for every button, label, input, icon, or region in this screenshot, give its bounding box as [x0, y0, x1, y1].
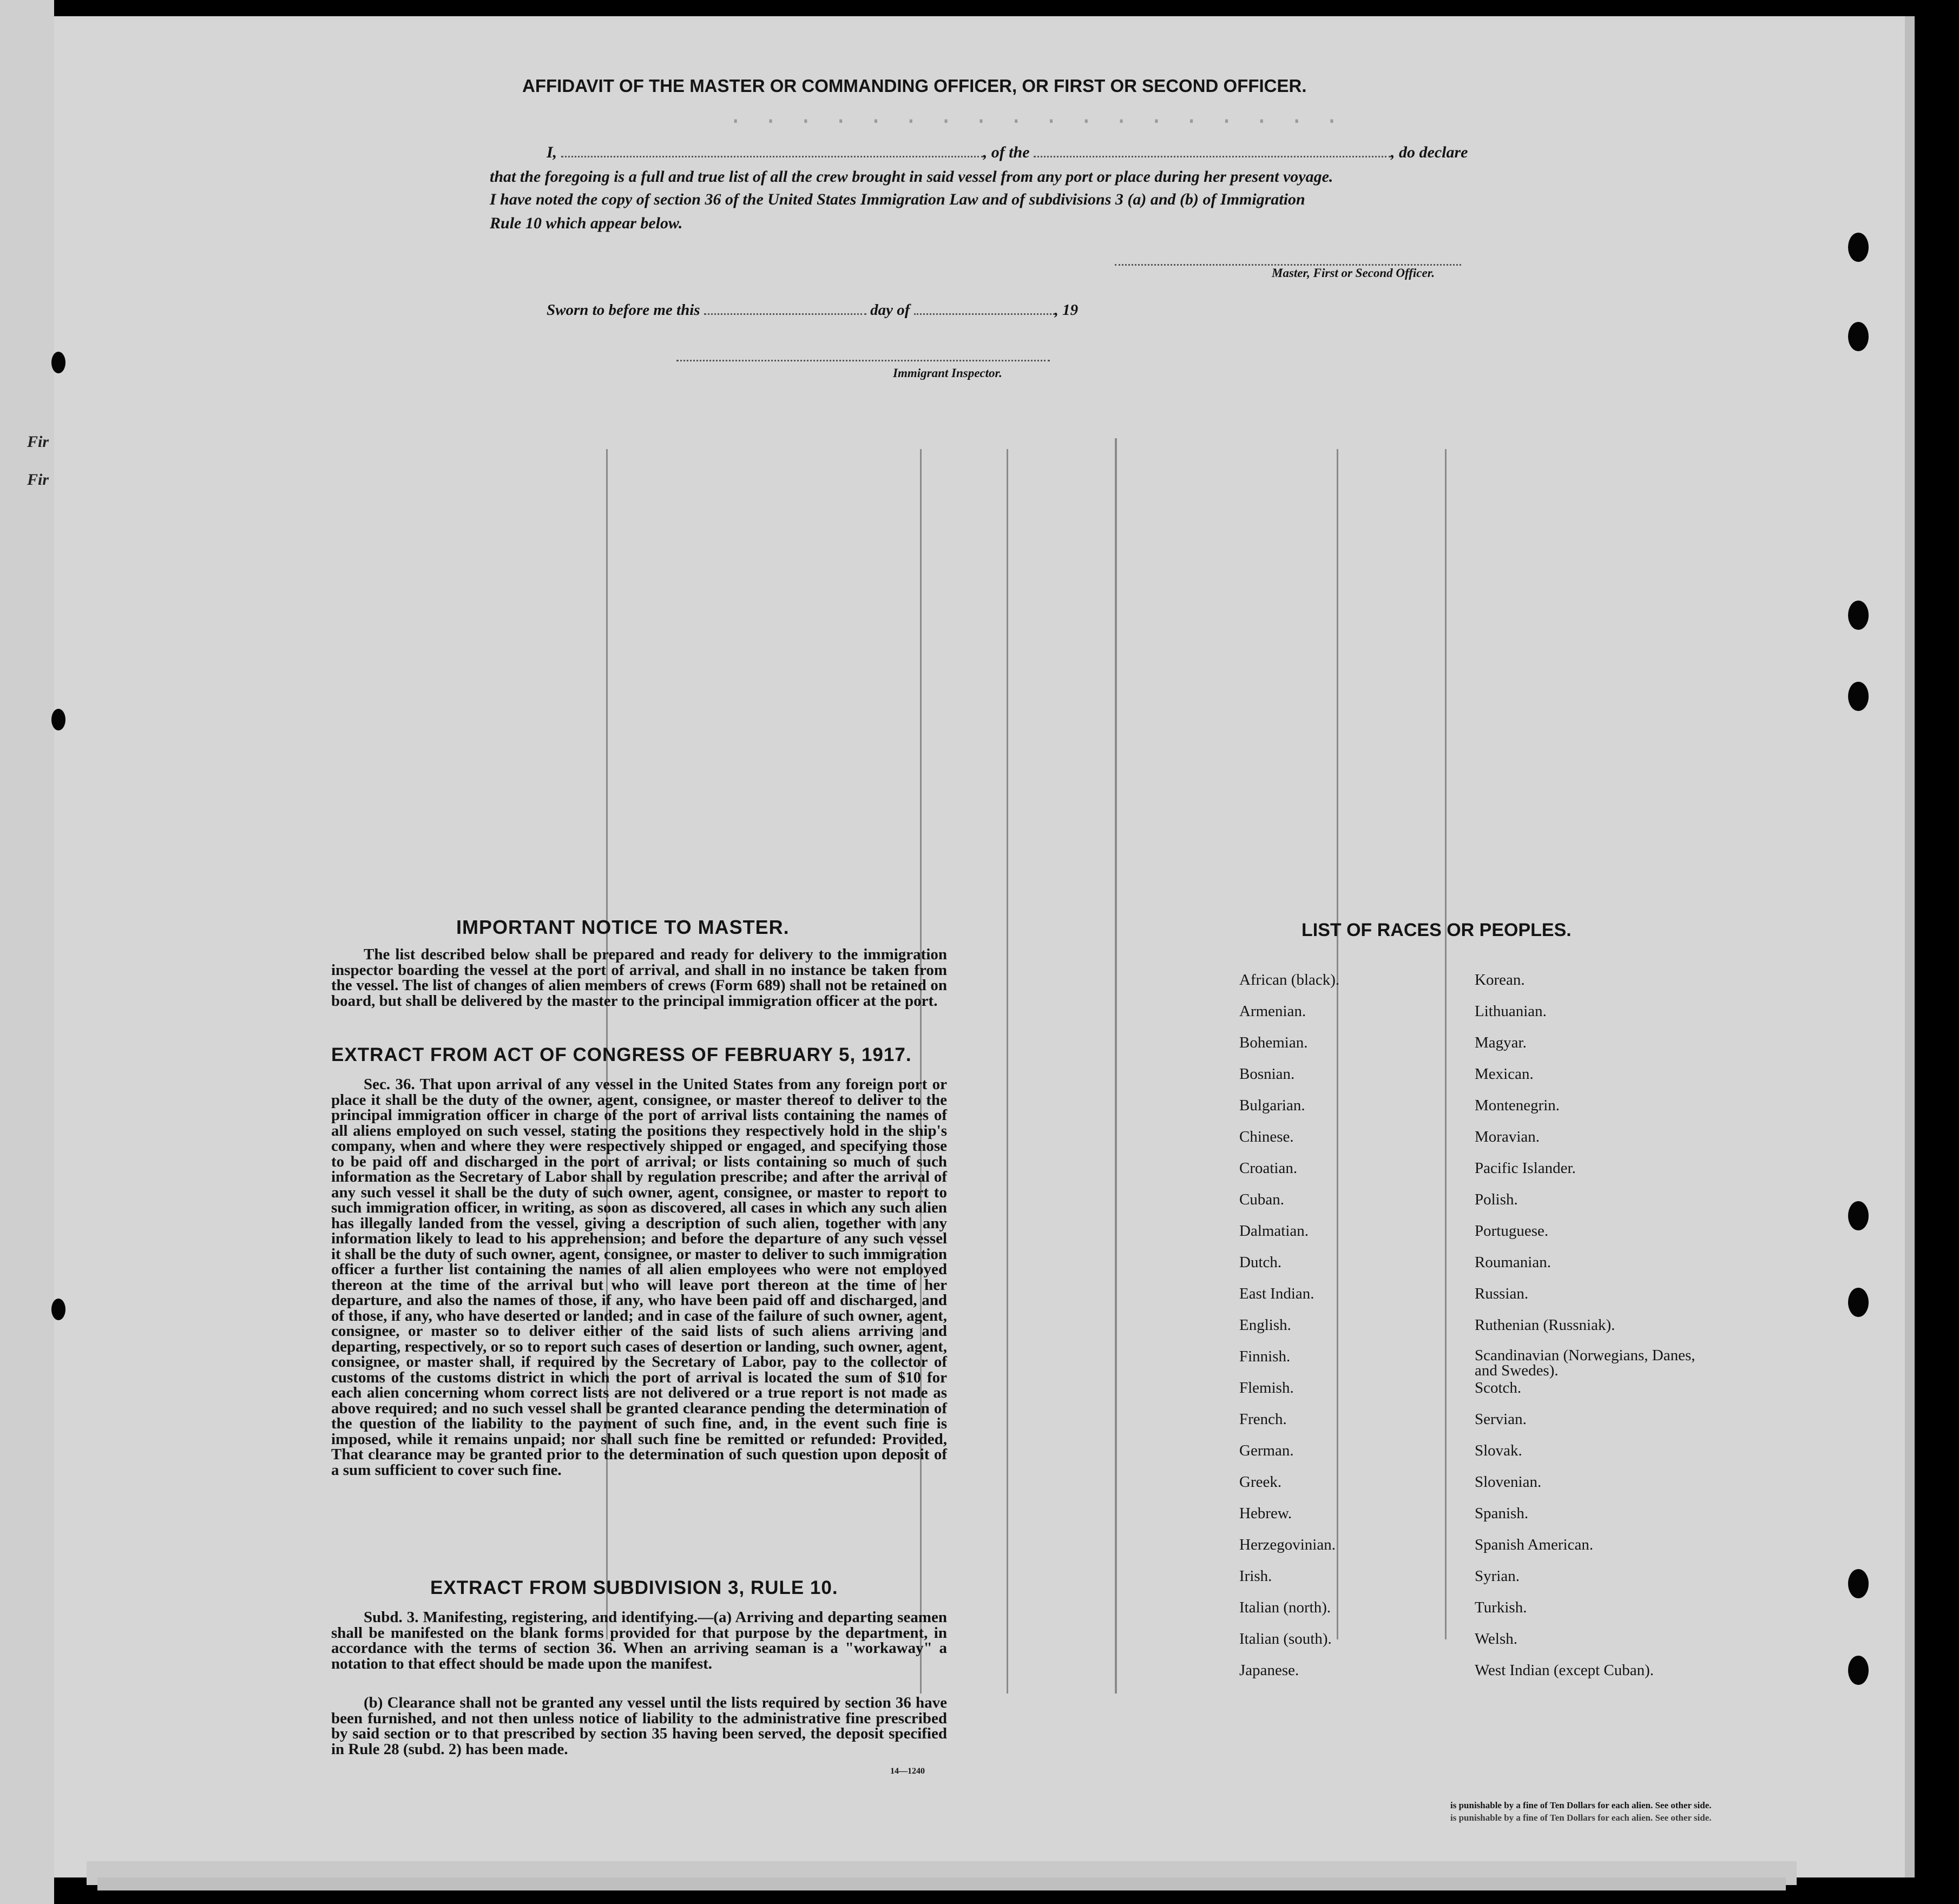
rule-extract-text-b: (b) Clearance shall not be granted any vessel until the lists required by section 36 have been furnished, and not then unless notice of liability to the administrative fine prescribed by said section or to that prescribed by section 35 having been served, the deposit specified in Rule 28 (subd. 2) has been made. [331, 1694, 947, 1758]
race-item: Spanish. [1475, 1505, 1529, 1522]
punch-hole [51, 709, 65, 730]
of-the-label: , of the [983, 143, 1030, 161]
race-item: Ruthenian (Russniak). [1475, 1316, 1615, 1334]
race-item: Pacific Islander. [1475, 1159, 1576, 1177]
name-blank [561, 156, 983, 157]
race-item: Herzegovinian. [1239, 1536, 1336, 1553]
race-item: Syrian. [1475, 1567, 1520, 1585]
affidavit-line-1 [547, 143, 1468, 162]
race-item: Italian (south). [1239, 1630, 1332, 1648]
rule-extract-title: EXTRACT FROM SUBDIVISION 3, RULE 10. [430, 1577, 838, 1598]
races-title: LIST OF RACES OR PEOPLES. [1301, 920, 1572, 940]
punch-hole [1848, 322, 1869, 351]
affidavit-line-4: Rule 10 which appear below. [490, 214, 683, 232]
punch-hole [1848, 1288, 1869, 1317]
race-item: Flemish. [1239, 1379, 1294, 1396]
race-item: Bulgarian. [1239, 1097, 1305, 1114]
punch-hole [1848, 601, 1869, 630]
footer-note: is punishable by a fine of Ten Dollars for each alien. See other side. [1450, 1800, 1712, 1810]
punch-hole [51, 352, 65, 373]
punch-hole [1848, 1569, 1869, 1598]
affidavit-line-2: that the foregoing is a full and true list of all the crew brought in said vessel from any port or place during her present voyage. [490, 168, 1333, 186]
affidavit-title: AFFIDAVIT OF THE MASTER OR COMMANDING OFFICER, OR FIRST OR SECOND OFFICER. [522, 76, 1307, 96]
sworn-line [547, 301, 1078, 319]
race-item: Slovak. [1475, 1442, 1522, 1459]
master-signature-label: Master, First or Second Officer. [1272, 266, 1435, 280]
race-item: Croatian. [1239, 1159, 1298, 1177]
race-item: Greek. [1239, 1473, 1282, 1491]
race-item: Scotch. [1475, 1379, 1522, 1396]
race-item: Irish. [1239, 1567, 1272, 1585]
race-item: Hebrew. [1239, 1505, 1292, 1522]
page-edge [1905, 16, 1915, 1877]
margin-note: Fir [27, 433, 49, 451]
bleed-through-rule [1007, 449, 1008, 1694]
race-item: Scandinavian (Norwegians, Danes, and Swedes). [1475, 1347, 1695, 1379]
race-item: Mexican. [1475, 1065, 1534, 1083]
bleed-through-text: · · · · · · · · · · · · · · · · · · [725, 108, 1339, 135]
race-item: Portuguese. [1475, 1222, 1549, 1240]
month-blank [914, 313, 1055, 315]
race-item: Montenegrin. [1475, 1097, 1560, 1114]
race-item: Bohemian. [1239, 1034, 1308, 1051]
i-label: I, [547, 143, 557, 161]
do-declare-label: , do declare [1391, 143, 1468, 161]
notice-text: The list described below shall be prepared and ready for delivery to the immigration inspector boarding the vessel at the port of arrival, and shall in no instance be taken from the vessel. The list of changes of alien members of crews (Form 689) shall not be retained on board, but shall be delivered by the master to the principal immigration officer at the port. [331, 946, 947, 1010]
act-extract-text: Sec. 36. That upon arrival of any vessel in the United States from any foreign port or place it shall be the duty of the owner, agent, consignee, or master thereof to deliver to the principal immigration officer in charge of the port of arrival lists containing the names of all aliens employed on such vessel, stating the positions they respectively hold in the ship's company, when and where they were respectively shipped or engaged, and specifying those to be paid off and discharged in the port of arrival; or lists containing so much of such information as the Secretary of Labor shall by regulation prescribe; and after the arrival of any such vessel it shall be the duty of such owner, agent, consignee, or master to report to such immigration officer, in writing, as soon as discovered, all cases in which any such alien has illegally landed from the vessel, giving a description of such alien, together with any information likely to lead to his apprehension; and before the departure of any such vessel it shall be the duty of such owner, agent, consignee, or master to deliver to such immigration officer a further list containing the names of all alien employees who were not employed thereon at the time of the arrival but who will leave port thereon at the time of her departure, and also the names of those, if any, who have been paid off and discharged, and of those, if any, who have deserted or landed; and in case of the failure of such owner, agent, consignee, or master so to deliver either of the said lists of such aliens arriving and departing, respectively, or so to report such cases of desertion or landing, such owner, agent, consignee, or master shall, if required by the Secretary of Labor, pay to the collector of customs of the customs district in which the port of arrival is located the sum of $10 for each alien concerning whom correct lists are not delivered or a true report is not made as above required; and no such vessel shall be granted clearance pending the determination of the question of the liability to the payment of such fine, and, in the event such fine is imposed, while it remains unpaid; nor shall such fine be remitted or refunded: Provided, That clearance may be granted prior to the determination of such question upon deposit of a sum sufficient to cover such fine. [331, 1076, 947, 1479]
race-item: East Indian. [1239, 1285, 1314, 1302]
race-item: Finnish. [1239, 1348, 1291, 1365]
race-item: French. [1239, 1411, 1287, 1428]
master-signature-line [1115, 264, 1461, 266]
race-item: Polish. [1475, 1191, 1518, 1208]
race-item: German. [1239, 1442, 1294, 1459]
race-item: Chinese. [1239, 1128, 1294, 1145]
vessel-blank [1034, 156, 1391, 157]
race-item: Armenian. [1239, 1003, 1306, 1020]
race-item: Italian (north). [1239, 1599, 1331, 1616]
race-item: Korean. [1475, 971, 1525, 989]
underlying-sheet [97, 1877, 1786, 1890]
day-of-label: day of [870, 301, 910, 319]
race-item: English. [1239, 1316, 1291, 1334]
sworn-label: Sworn to before me this [547, 301, 700, 319]
affidavit-line-3: I have noted the copy of section 36 of the United States Immigration Law and of subdivisions 3 (a) and (b) of Immigration [490, 190, 1305, 208]
notice-title: IMPORTANT NOTICE TO MASTER. [456, 916, 790, 938]
race-item: African (black). [1239, 971, 1340, 989]
race-item: Welsh. [1475, 1630, 1518, 1648]
race-item: Russian. [1475, 1285, 1529, 1302]
rule-extract-text-a: Subd. 3. Manifesting, registering, and identifying.—(a) Arriving and departing seamen shall be manifested on the blank forms provided for that purpose by the department, in accordance with the terms of section 36. When an arriving seaman is a "workaway" a notation to that effect should be made upon the manifest. [331, 1609, 947, 1672]
left-margin [0, 0, 54, 1904]
bleed-through-rule [1445, 449, 1447, 1639]
day-blank [704, 313, 866, 315]
margin-note: Fir [27, 471, 49, 489]
bleed-through-rule [920, 449, 922, 1694]
race-item: Roumanian. [1475, 1254, 1551, 1271]
punch-hole [1848, 1656, 1869, 1685]
race-item: Moravian. [1475, 1128, 1540, 1145]
race-item: Japanese. [1239, 1662, 1299, 1679]
punch-hole [1848, 682, 1869, 711]
bleed-through-rule [1337, 449, 1338, 1639]
inspector-signature-line [676, 360, 1050, 361]
inspector-signature-label: Immigrant Inspector. [893, 366, 1002, 380]
race-item: Dutch. [1239, 1254, 1282, 1271]
punch-hole [1848, 233, 1869, 262]
year-label: , 19 [1054, 301, 1079, 319]
race-item: Servian. [1475, 1411, 1527, 1428]
race-item: Dalmatian. [1239, 1222, 1309, 1240]
race-item: West Indian (except Cuban). [1475, 1662, 1654, 1679]
race-item: Cuban. [1239, 1191, 1284, 1208]
race-item: Magyar. [1475, 1034, 1527, 1051]
footer-note: is punishable by a fine of Ten Dollars for each alien. See other side. [1450, 1813, 1712, 1823]
form-number: 14—1240 [890, 1767, 925, 1776]
race-item: Spanish American. [1475, 1536, 1594, 1553]
bleed-through-rule [1115, 438, 1117, 1694]
act-extract-title: EXTRACT FROM ACT OF CONGRESS OF FEBRUARY 5, 1917. [331, 1044, 912, 1065]
punch-hole [1848, 1201, 1869, 1230]
race-item: Turkish. [1475, 1599, 1527, 1616]
race-item: Slovenian. [1475, 1473, 1542, 1491]
race-item: Bosnian. [1239, 1065, 1295, 1083]
punch-hole [51, 1299, 65, 1320]
race-item: Lithuanian. [1475, 1003, 1547, 1020]
